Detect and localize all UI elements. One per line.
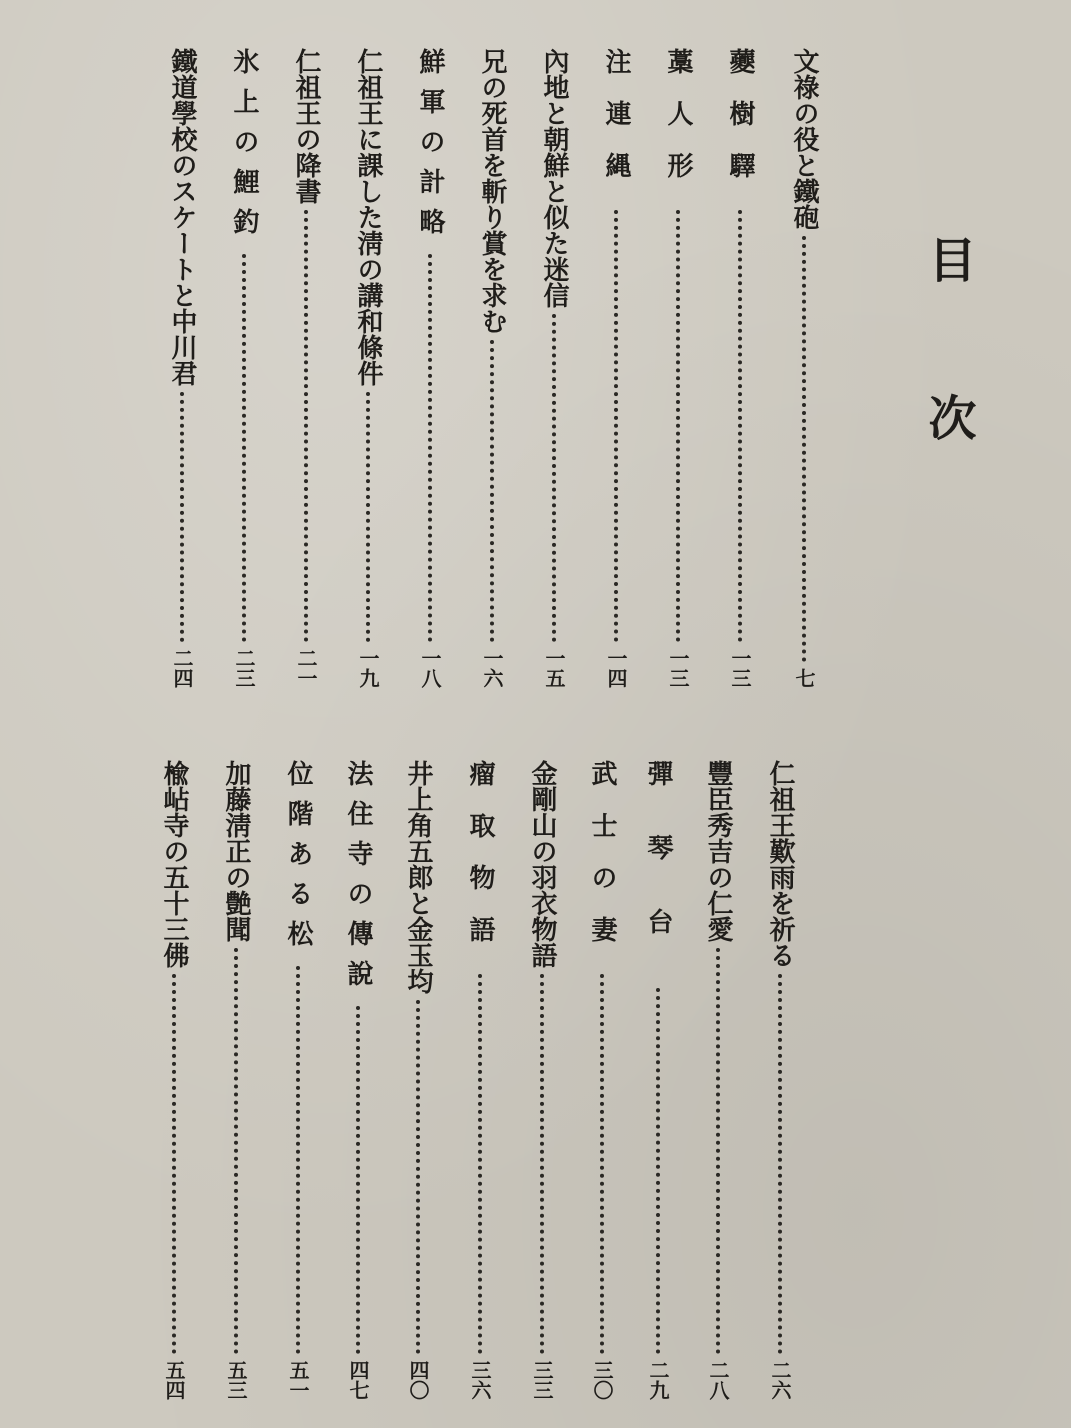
- leader-dots: [778, 974, 782, 1354]
- leader-dots: [490, 340, 494, 642]
- entry-page: 二一: [294, 648, 318, 688]
- leader-dots: [234, 948, 238, 1354]
- entry-label: 內地と朝鮮と似た迷信: [539, 48, 569, 308]
- leader-dots: [180, 392, 184, 642]
- entry-label: 金剛山の羽衣物語: [527, 760, 557, 968]
- toc-entry: [400, 760, 436, 1400]
- toc-entry: [350, 48, 386, 688]
- toc-entry: [340, 760, 376, 1400]
- leader-dots: [552, 314, 556, 642]
- leader-dots: [600, 974, 604, 1354]
- entry-label: 注連縄: [601, 48, 631, 204]
- leader-dots: [478, 974, 482, 1354]
- toc-entry: [584, 760, 620, 1400]
- entry-label: 彈琴台: [643, 760, 673, 982]
- entry-page: 一四: [604, 648, 628, 688]
- entry-page: 四七: [346, 1360, 370, 1400]
- entry-page: 一八: [418, 648, 442, 688]
- page-title: 目次: [920, 235, 976, 551]
- entry-label: 鮮軍の計略: [415, 48, 445, 248]
- entry-page: 三六: [468, 1360, 492, 1400]
- entry-page: 二八: [706, 1360, 730, 1400]
- entry-page: 三三: [530, 1360, 554, 1400]
- entry-label: 武士の妻: [587, 760, 617, 968]
- toc-entry: [536, 48, 572, 688]
- toc-entry: [164, 48, 200, 688]
- leader-dots: [172, 974, 176, 1354]
- leader-dots: [802, 236, 806, 662]
- leader-dots: [416, 1000, 420, 1354]
- entry-label: 井上角五郎と金玉均: [403, 760, 433, 994]
- entry-page: 一九: [356, 648, 380, 688]
- leader-dots: [540, 974, 544, 1354]
- entry-label: 瘤取物語: [465, 760, 495, 968]
- entry-page: 四〇: [406, 1360, 430, 1400]
- toc-entry: [762, 760, 798, 1400]
- toc-entry: [660, 48, 696, 688]
- entry-label: 氷上の鯉釣: [229, 48, 259, 248]
- leader-dots: [304, 210, 308, 642]
- toc-entry: [474, 48, 510, 688]
- entry-label: 仁祖王の降書: [291, 48, 321, 204]
- entry-page: 五一: [286, 1360, 310, 1400]
- entry-page: 二六: [768, 1360, 792, 1400]
- toc-entry: [156, 760, 192, 1400]
- entry-label: 法住寺の傳說: [343, 760, 373, 1000]
- entry-page: 一三: [728, 648, 752, 688]
- toc-entry: [722, 48, 758, 688]
- entry-label: 仁祖王歎雨を祈る: [765, 760, 795, 968]
- leader-dots: [428, 254, 432, 642]
- leader-dots: [656, 988, 660, 1354]
- entry-label: 藁人形: [663, 48, 693, 204]
- toc-entry: [288, 48, 324, 688]
- entry-page: 一六: [480, 648, 504, 688]
- entry-label: 文祿の役と鐵砲: [789, 48, 819, 230]
- leader-dots: [242, 254, 246, 642]
- leader-dots: [676, 210, 680, 642]
- entry-label: 位階ある松: [283, 760, 313, 960]
- toc-entry: [462, 760, 498, 1400]
- entry-page: 七: [792, 668, 816, 688]
- toc-entry: [700, 760, 736, 1400]
- entry-label: 兄の死首を斬り賞を求む: [477, 48, 507, 334]
- toc-entry: [226, 48, 262, 688]
- entry-label: 鐵道學校のスケートと中川君: [167, 48, 197, 386]
- entry-page: 二三: [232, 648, 256, 688]
- entry-page: 一五: [542, 648, 566, 688]
- toc-entry: [598, 48, 634, 688]
- entry-label: 豐臣秀吉の仁愛: [703, 760, 733, 942]
- toc-entry: [280, 760, 316, 1400]
- entry-label: 仁祖王に課した淸の講和條件: [353, 48, 383, 386]
- leader-dots: [738, 210, 742, 642]
- entry-label: 加藤淸正の艶聞: [221, 760, 251, 942]
- leader-dots: [356, 1006, 360, 1354]
- toc-entry: [640, 760, 676, 1400]
- toc-entry: [412, 48, 448, 688]
- leader-dots: [614, 210, 618, 642]
- toc-entry: [786, 48, 822, 688]
- toc-entry: [218, 760, 254, 1400]
- entry-page: 五三: [224, 1360, 248, 1400]
- leader-dots: [296, 966, 300, 1354]
- leader-dots: [716, 948, 720, 1354]
- entry-page: 二四: [170, 648, 194, 688]
- toc-entry: [524, 760, 560, 1400]
- entry-label: 楡岾寺の五十三佛: [159, 760, 189, 968]
- entry-page: 五四: [162, 1360, 186, 1400]
- leader-dots: [366, 392, 370, 642]
- entry-page: 一三: [666, 648, 690, 688]
- entry-page: 三〇: [590, 1360, 614, 1400]
- entry-label: 虁樹驛: [725, 48, 755, 204]
- entry-page: 二九: [646, 1360, 670, 1400]
